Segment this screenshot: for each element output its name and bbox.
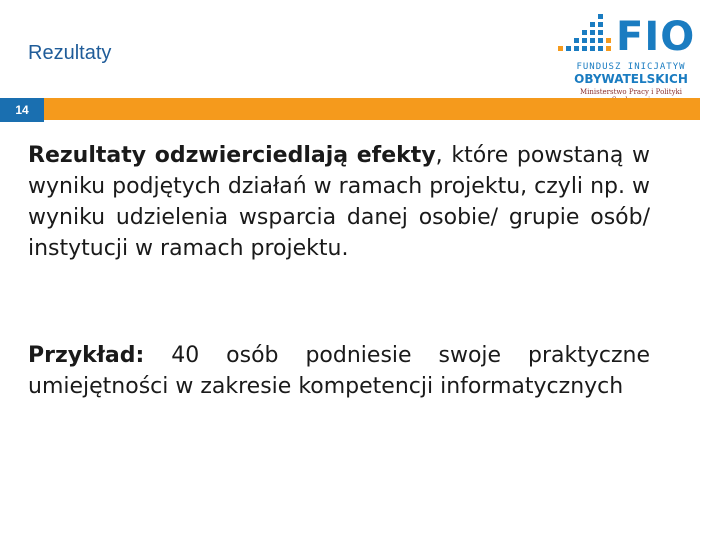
- header-bar: [0, 98, 720, 122]
- example-label: Przykład:: [28, 343, 145, 368]
- term-odzwierciedlaja: odzwierciedlają: [154, 143, 349, 168]
- term-rezultaty: Rezultaty: [28, 143, 147, 168]
- slide-title: Rezultaty: [28, 42, 112, 64]
- page-number-badge: 14: [0, 98, 44, 122]
- definition-text: , które powstaną w wyniku podjętych działań w ramach projektu, czyli np. w wyniku udzielenia wsparcia danej osobie/ grupie osób/ instytucji w ramach projektu.: [28, 143, 650, 261]
- definition-paragraph: [28, 140, 650, 264]
- dots-icon: [556, 12, 616, 62]
- example-paragraph: [28, 340, 650, 402]
- logo-line-1: FUNDUSZ INICJATYW: [576, 62, 686, 72]
- term-efekty: efekty: [356, 143, 436, 168]
- fio-logo: [556, 8, 706, 96]
- logo-line-2: OBYWATELSKICH: [574, 72, 688, 86]
- example-text: 40 osób podniesie swoje praktyczne umiejętności w zakresie kompetencji informatycznych: [28, 343, 650, 399]
- logo-line-3: Ministerstwo Pracy i Polityki: [579, 88, 683, 96]
- orange-divider: [44, 98, 700, 120]
- logo-mark: FIO: [616, 14, 696, 60]
